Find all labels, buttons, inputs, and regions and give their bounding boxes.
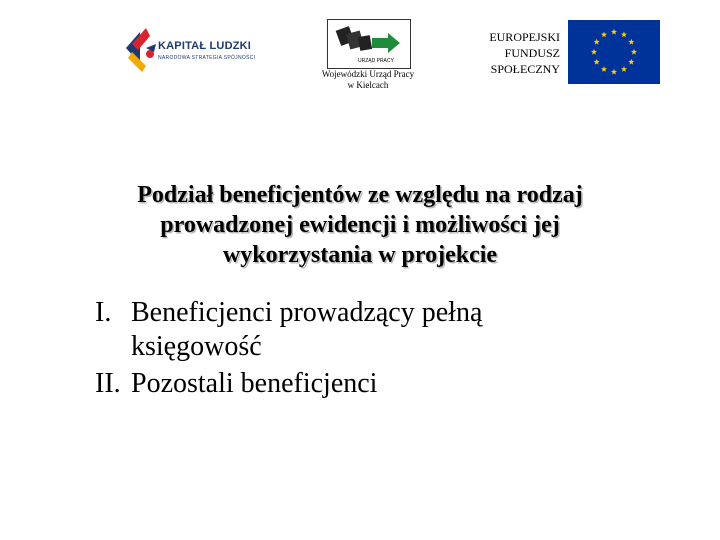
list-item-text: Beneficjenci prowadzący pełną xyxy=(131,297,483,328)
list-item xyxy=(95,296,655,364)
eu-fund-text xyxy=(452,29,560,77)
list-item-number: I. xyxy=(95,297,112,328)
list-item xyxy=(95,367,655,401)
urzad-pracy-logo xyxy=(327,19,411,69)
urzad-pracy-caption xyxy=(305,69,431,91)
eu-flag-icon xyxy=(568,20,660,84)
urzad-pracy-emblem-icon xyxy=(328,20,410,68)
eu-text-line2: FUNDUSZ xyxy=(504,46,560,60)
list-item-text-continued: księgowość xyxy=(131,331,262,362)
eu-text-line3: SPOŁECZNY xyxy=(490,62,560,76)
kapital-ludzki-emblem-icon xyxy=(120,22,160,74)
urzad-caption-line2: w Kielcach xyxy=(347,80,389,90)
urzad-caption-line1: Wojewódzki Urząd Pracy xyxy=(321,69,415,79)
beneficiary-list xyxy=(95,296,655,401)
kapital-ludzki-subtitle: NARODOWA STRATEGIA SPÓJNOŚCI xyxy=(158,55,256,61)
list-item-number: II. xyxy=(95,368,121,399)
slide-title xyxy=(60,180,660,270)
kapital-ludzki-title: KAPITAŁ LUDZKI xyxy=(158,40,252,52)
list-item-text: Pozostali beneficjenci xyxy=(131,368,378,399)
urzad-pracy-badge-text: URZĄD PRACY xyxy=(358,58,394,64)
eu-flag xyxy=(568,20,660,84)
title-line-1: Podział beneficjentów ze względu na rodzaj xyxy=(137,182,583,208)
title-line-3: wykorzystania w projekcie xyxy=(222,242,498,268)
title-line-2: prowadzonej ewidencji i możliwości jej xyxy=(160,212,560,238)
eu-text-line1: EUROPEJSKI xyxy=(489,30,560,44)
